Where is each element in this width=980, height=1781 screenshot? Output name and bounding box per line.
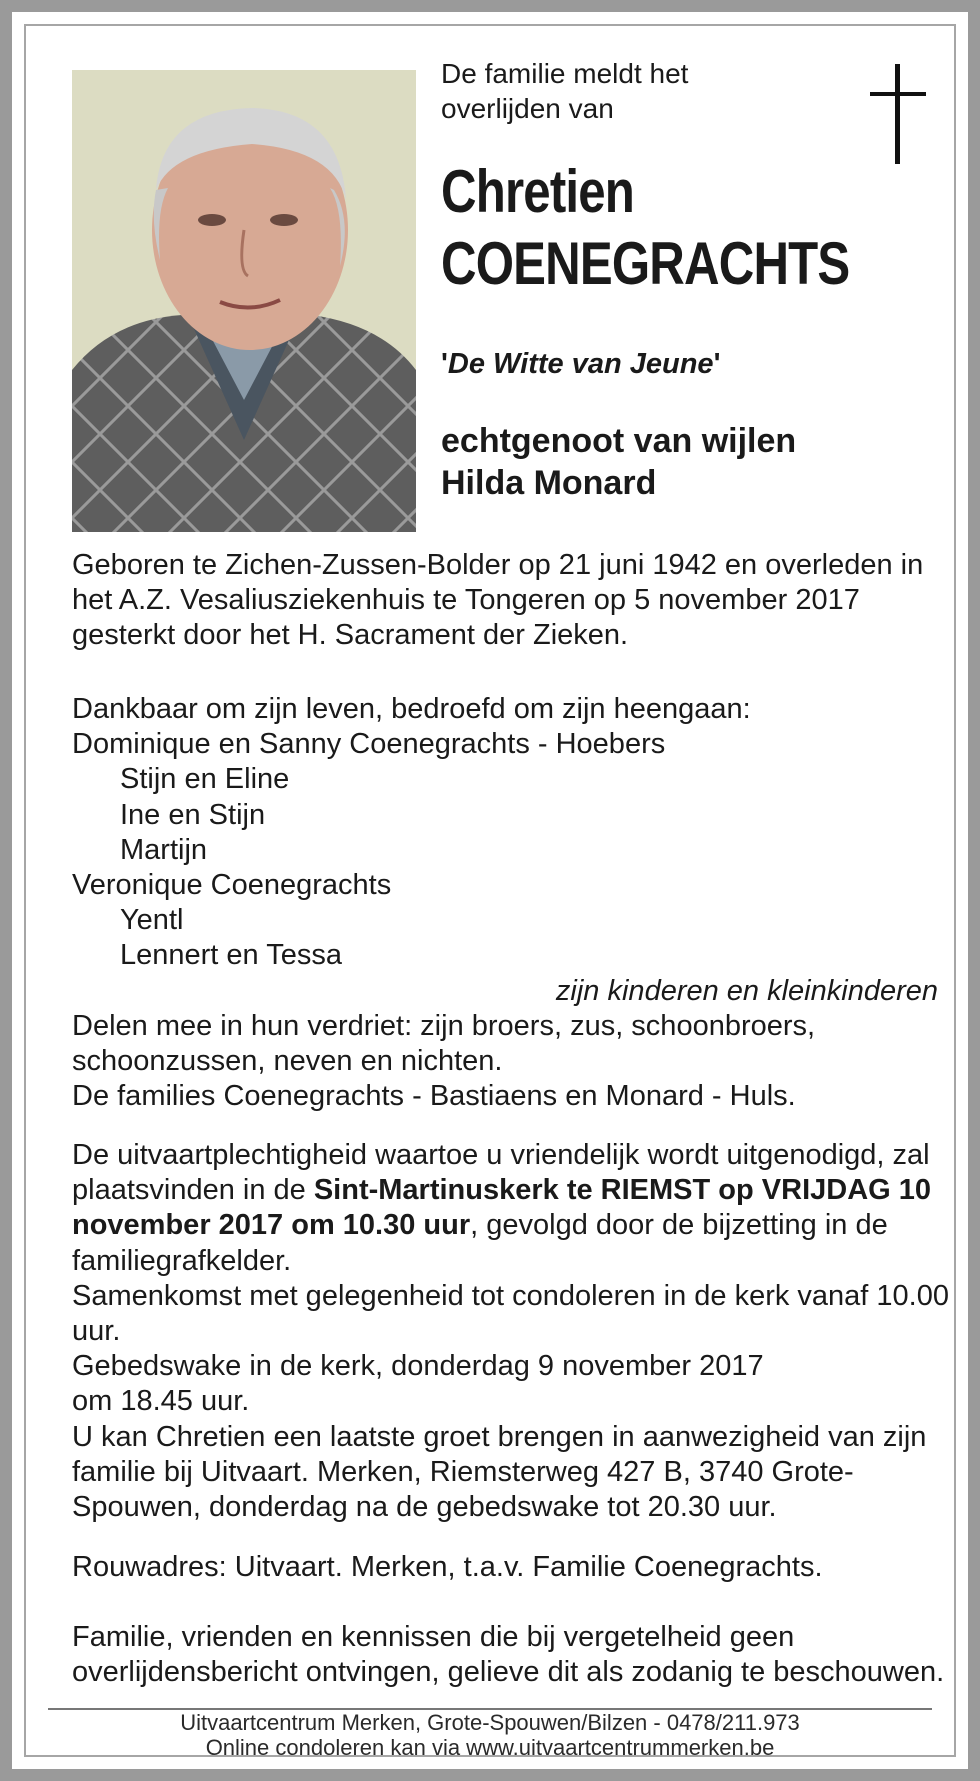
mourning-address: Rouwadres: Uitvaart. Merken, t.a.v. Familie Coenegrachts.: [72, 1551, 823, 1583]
family-line: Dominique en Sanny Coenegrachts - Hoebers: [72, 728, 666, 761]
family-share: Delen mee in hun verdriet: zijn broers, zus, schoonbroers, schoonzussen, neven en nichten.: [72, 1009, 816, 1078]
nickname-quote-close: ': [713, 348, 721, 380]
service-greeting: U kan Chretien een laatste groet brengen in aanwezigheid van zijn familie bij Uitvaart. Merken, Riemsterweg 427 B, 3740 Grote-Spouwen, donderdag na de gebedswake tot 20.30 uur.: [72, 1420, 927, 1524]
intro-line: De familie meldt het: [441, 58, 689, 89]
footer: [48, 1710, 932, 1760]
spouse-line: Hilda Monard: [441, 464, 657, 502]
announcement-intro: [441, 56, 821, 126]
family-intro: Dankbaar om zijn leven, bedroefd om zijn heengaan:: [72, 693, 751, 725]
obituary-card: [24, 24, 956, 1760]
family-line: Stijn en Eline: [120, 763, 290, 796]
family-line: Martijn: [120, 833, 208, 866]
family-line: Yentl: [120, 904, 184, 937]
portrait-photo: [72, 70, 416, 532]
service-vigil-time: om 18.45 uur.: [72, 1385, 250, 1418]
nickname: [441, 348, 720, 381]
service-paragraph: [72, 1138, 952, 1525]
service-text-1: De uitvaartplechtigheid waartoe u vriendelijk wordt uitgenodigd, zal plaatsvinden in de: [72, 1139, 930, 1207]
page-frame: [12, 12, 968, 1769]
family-relation: zijn kinderen en kleinkinderen: [555, 974, 938, 1007]
family-line: Lennert en Tessa: [120, 939, 342, 972]
footer-funeral-home: Uitvaartcentrum Merken, Grote-Spouwen/Bilzen - 0478/211.973: [180, 1710, 800, 1735]
service-meeting: Samenkomst met gelegenheid tot condoleren in de kerk vanaf 10.00 uur.: [72, 1279, 949, 1348]
spouse-info: [441, 420, 911, 504]
family-line: Ine en Stijn: [120, 798, 266, 831]
service-vigil: Gebedswake in de kerk, donderdag 9 november 2017: [72, 1350, 764, 1383]
notice-paragraph: Familie, vrienden en kennissen die bij vergetelheid geen overlijdensbericht ontvingen, gelieve dit als zodanig te beschouwen.: [72, 1621, 945, 1689]
footer-online-condolences: Online condoleren kan via www.uitvaartcentrummerken.be: [205, 1735, 775, 1760]
family-paragraph: [72, 692, 952, 1114]
birth-paragraph: Geboren te Zichen-Zussen-Bolder op 21 juni 1942 en overleden in het A.Z. Vesaliusziekenhuis te Tongeren op 5 november 2017 gesterkt door het H. Sacrament der Zieken.: [72, 549, 924, 652]
deceased-name: [441, 156, 867, 300]
service-invitation: [72, 1138, 952, 1279]
service-location-time: Sint-Martinuskerk te RIEMST op VRIJDAG 10 november 2017 om 10.30 uur: [72, 1174, 932, 1242]
nickname-text: De Witte van Jeune: [447, 348, 714, 380]
nickname-quote-open: ': [441, 348, 448, 380]
cross-icon: [864, 56, 934, 166]
first-name: Chretien: [441, 158, 635, 225]
service-text-2: , gevolgd door de bijzetting in de familiegrafkelder.: [72, 1209, 888, 1277]
family-line: Veronique Coenegrachts: [72, 869, 392, 902]
last-name: COENEGRACHTS: [441, 230, 850, 297]
family-families: De families Coenegrachts - Bastiaens en Monard - Huls.: [72, 1080, 796, 1113]
intro-line: overlijden van: [441, 93, 614, 124]
spouse-line: echtgenoot van wijlen: [441, 422, 797, 460]
